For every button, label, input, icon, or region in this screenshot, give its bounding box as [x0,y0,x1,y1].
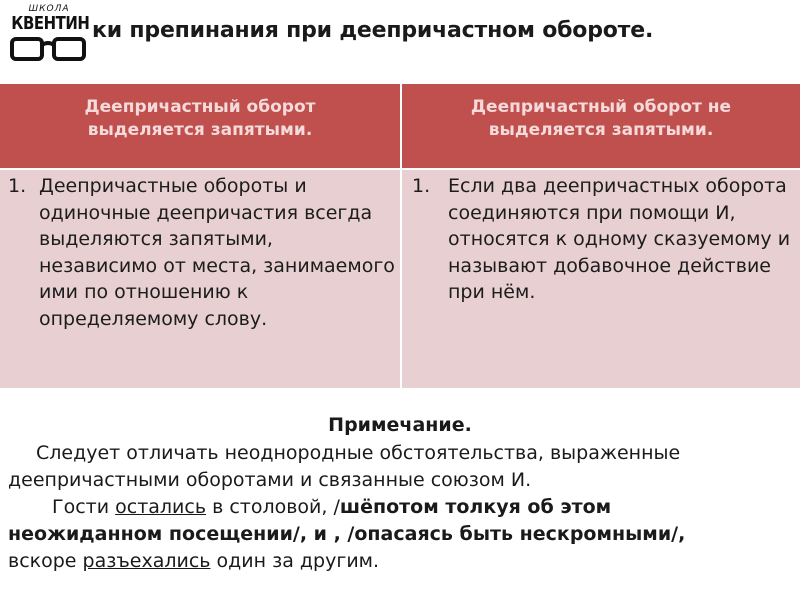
glasses-icon [10,36,88,62]
note-line-1: Следует отличать неоднородные обстоятельства, выраженные [36,442,681,464]
list-item-number: 1. [412,175,431,197]
list-item-number: 1. [8,175,27,197]
example-predicate: остались [115,496,207,518]
example-text: один за другим. [210,550,380,572]
example-line-1 [8,494,800,521]
example-participle-phrase: неожиданном посещении [8,523,293,545]
logo-school-text: ШКОЛА [28,4,70,14]
example-text: /, [671,523,686,545]
example-text: Гости [52,496,116,518]
list-item-text: Деепричастные обороты и одиночные деепричастия всегда выделяются запятыми, независимо от места, занимаемого ими по отношению к определяемому слову. [39,175,395,330]
example-text: /, и , / [292,523,355,545]
cell-comma-used [0,170,400,388]
example-text: в столовой, / [206,496,340,518]
note-title: Примечание. [328,414,472,436]
logo-brand-text: КВЕНТИН [11,13,90,34]
page-title: ки препинания при деепричастном обороте. [92,18,654,43]
header-comma-used: Деепричастный оборот выделяется запятыми. [0,84,400,168]
example-line-3 [8,548,800,575]
example-text: вскоре [8,550,83,572]
note-line-2: деепричастными оборотами и связанные союзом И. [8,469,532,491]
cell-comma-not-used [402,170,800,388]
logo [8,4,90,64]
example-participle-phrase: шёпотом толкуя об этом [339,496,612,518]
list-item-text: Если два деепричастных оборота соединяются при помощи И, относятся к одному сказуемому и называют добавочное действие при нём. [448,175,791,303]
rules-table [0,84,800,388]
header-comma-not-used: Деепричастный оборот не выделяется запятыми. [402,84,800,168]
example-line-2 [8,521,800,548]
example-predicate: разъехались [82,550,211,572]
example-participle-phrase: опасаясь быть нескромными [354,523,672,545]
note-body [8,440,800,575]
